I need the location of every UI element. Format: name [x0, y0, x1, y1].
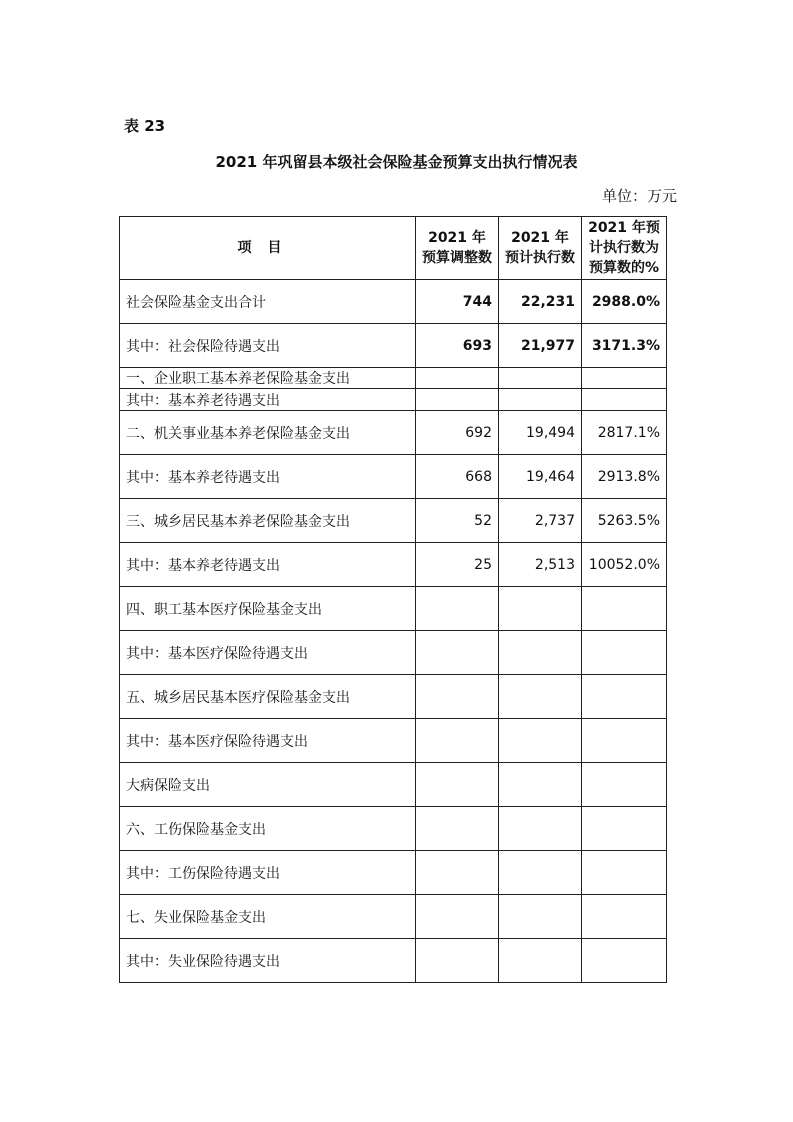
- cell-adjusted-budget: [416, 851, 499, 895]
- row-label: 四、职工基本医疗保险基金支出: [120, 587, 416, 631]
- table-row: [120, 543, 667, 587]
- cell-adjusted-budget: [416, 368, 499, 389]
- cell-adjusted-budget: [416, 939, 499, 983]
- cell-adjusted-budget: 692: [416, 411, 499, 455]
- table-row: [120, 895, 667, 939]
- cell-execution-percent: 2913.8%: [582, 455, 667, 499]
- cell-adjusted-budget: [416, 631, 499, 675]
- cell-adjusted-budget: 25: [416, 543, 499, 587]
- row-label: 其中：基本医疗保险待遇支出: [120, 631, 416, 675]
- table-row: [120, 939, 667, 983]
- cell-execution-percent: 3171.3%: [582, 324, 667, 368]
- cell-execution-percent: [582, 807, 667, 851]
- cell-adjusted-budget: 668: [416, 455, 499, 499]
- cell-estimated-execution: [499, 763, 582, 807]
- cell-estimated-execution: [499, 368, 582, 389]
- cell-execution-percent: 2817.1%: [582, 411, 667, 455]
- cell-estimated-execution: [499, 389, 582, 411]
- cell-execution-percent: 2988.0%: [582, 280, 667, 324]
- row-label: 其中：社会保险待遇支出: [120, 324, 416, 368]
- cell-adjusted-budget: 52: [416, 499, 499, 543]
- cell-execution-percent: [582, 939, 667, 983]
- cell-adjusted-budget: [416, 389, 499, 411]
- table-row: [120, 389, 667, 411]
- cell-execution-percent: [582, 368, 667, 389]
- cell-estimated-execution: 19,464: [499, 455, 582, 499]
- row-label: 其中：失业保险待遇支出: [120, 939, 416, 983]
- table-row: [120, 587, 667, 631]
- cell-execution-percent: [582, 851, 667, 895]
- cell-execution-percent: 5263.5%: [582, 499, 667, 543]
- table-row: [120, 499, 667, 543]
- table-row: [120, 807, 667, 851]
- cell-estimated-execution: 2,513: [499, 543, 582, 587]
- unit-label: 单位：万元: [601, 187, 677, 205]
- table-row: [120, 631, 667, 675]
- cell-adjusted-budget: [416, 895, 499, 939]
- row-label: 五、城乡居民基本医疗保险基金支出: [120, 675, 416, 719]
- cell-estimated-execution: [499, 719, 582, 763]
- row-label: 社会保险基金支出合计: [120, 280, 416, 324]
- budget-table: [119, 216, 667, 983]
- table-row: [120, 763, 667, 807]
- cell-estimated-execution: [499, 851, 582, 895]
- cell-estimated-execution: 22,231: [499, 280, 582, 324]
- table-row: [120, 324, 667, 368]
- cell-execution-percent: [582, 675, 667, 719]
- row-label: 六、工伤保险基金支出: [120, 807, 416, 851]
- row-label: 其中：基本养老待遇支出: [120, 543, 416, 587]
- table-header-row: [120, 217, 667, 280]
- row-label: 一、企业职工基本养老保险基金支出: [120, 368, 416, 389]
- cell-estimated-execution: [499, 587, 582, 631]
- cell-estimated-execution: [499, 631, 582, 675]
- row-label: 二、机关事业基本养老保险基金支出: [120, 411, 416, 455]
- row-label: 大病保险支出: [120, 763, 416, 807]
- table-row: [120, 280, 667, 324]
- table-row: [120, 851, 667, 895]
- cell-estimated-execution: 19,494: [499, 411, 582, 455]
- row-label: 三、城乡居民基本养老保险基金支出: [120, 499, 416, 543]
- cell-execution-percent: [582, 587, 667, 631]
- cell-adjusted-budget: 744: [416, 280, 499, 324]
- cell-estimated-execution: 21,977: [499, 324, 582, 368]
- row-label: 其中：工伤保险待遇支出: [120, 851, 416, 895]
- cell-estimated-execution: [499, 939, 582, 983]
- row-label: 其中：基本养老待遇支出: [120, 389, 416, 411]
- table-row: [120, 411, 667, 455]
- cell-execution-percent: [582, 895, 667, 939]
- cell-execution-percent: [582, 763, 667, 807]
- header-estimated-execution: 2021 年预计执行数: [499, 217, 582, 280]
- cell-execution-percent: 10052.0%: [582, 543, 667, 587]
- cell-execution-percent: [582, 389, 667, 411]
- cell-adjusted-budget: [416, 675, 499, 719]
- table-row: [120, 455, 667, 499]
- cell-estimated-execution: [499, 895, 582, 939]
- cell-adjusted-budget: [416, 807, 499, 851]
- cell-execution-percent: [582, 631, 667, 675]
- cell-adjusted-budget: [416, 587, 499, 631]
- header-item: 项目: [120, 217, 416, 280]
- cell-execution-percent: [582, 719, 667, 763]
- header-execution-percent: 2021 年预计执行数为预算数的%: [582, 217, 667, 280]
- row-label: 其中：基本养老待遇支出: [120, 455, 416, 499]
- table-number: 表 23: [124, 117, 166, 135]
- table-row: [120, 719, 667, 763]
- row-label: 其中：基本医疗保险待遇支出: [120, 719, 416, 763]
- table-row: [120, 675, 667, 719]
- table-row: [120, 368, 667, 389]
- cell-adjusted-budget: 693: [416, 324, 499, 368]
- cell-estimated-execution: [499, 675, 582, 719]
- cell-adjusted-budget: [416, 719, 499, 763]
- cell-adjusted-budget: [416, 763, 499, 807]
- cell-estimated-execution: [499, 807, 582, 851]
- row-label: 七、失业保险基金支出: [120, 895, 416, 939]
- page-title: 2021 年巩留县本级社会保险基金预算支出执行情况表: [215, 153, 578, 171]
- cell-estimated-execution: 2,737: [499, 499, 582, 543]
- header-adjusted-budget: 2021 年预算调整数: [416, 217, 499, 280]
